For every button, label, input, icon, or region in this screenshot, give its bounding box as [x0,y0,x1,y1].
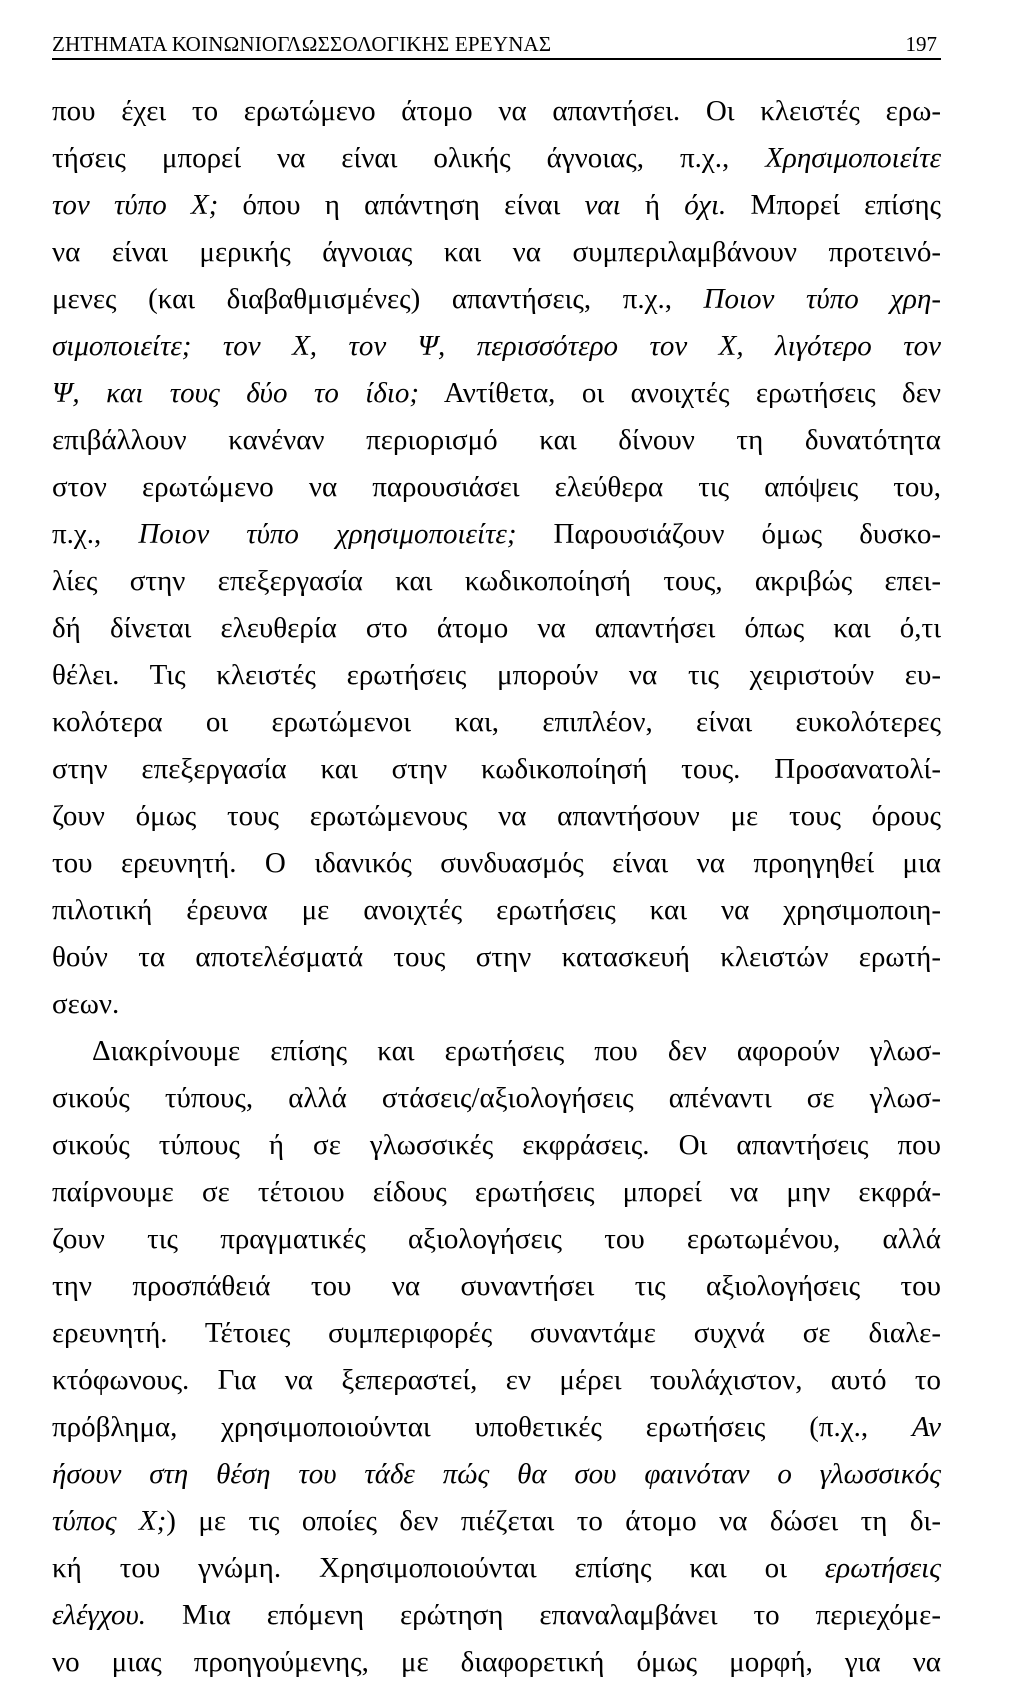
text-line [52,840,941,887]
text-run: κή του γνώμη. Χρησιμοποιούνται επίσης και οι [52,1552,825,1584]
text-run: σικούς τύπους, αλλά στάσεις/αξιολογήσεις απέναντι σε γλωσ- [52,1082,941,1114]
text-line [52,1404,941,1451]
text-line [52,699,941,746]
text-run: κολότερα οι ερωτώμενοι και, επιπλέον, είναι ευκολότερες [52,706,941,738]
text-line [52,1545,941,1592]
text-line [52,652,941,699]
text-line [52,1122,941,1169]
text-line [52,558,941,605]
italic-text-run: Χρησιμοποιείτε [765,142,941,174]
text-line [52,276,941,323]
text-run: Διακρίνουμε επίσης και ερωτήσεις που δεν αφορούν γλωσ- [92,1035,941,1067]
text-line [52,746,941,793]
text-run: σικούς τύπους ή σε γλωσσικές εκφράσεις. Οι απαντήσεις που [52,1129,941,1161]
text-line [52,464,941,511]
italic-text-run: σιμοποιείτε; τον Χ, τον Ψ, περισσότερο τον Χ, λιγότερο τον [52,330,941,362]
italic-text-run: ελέγχου. [52,1599,147,1631]
text-run: θέλει. Τις κλειστές ερωτήσεις μπορούν να τις χειριστούν ευ- [52,659,941,691]
text-line [52,182,941,229]
text-line [52,1498,941,1545]
text-run: την προσπάθειά του να συναντήσει τις αξιολογήσεις του [52,1270,941,1302]
italic-text-run: τύπος Χ; [52,1505,167,1537]
text-run: πρόβλημα, χρησιμοποιούνται υποθετικές ερωτήσεις (π.χ., [52,1411,912,1443]
text-line [52,1028,941,1075]
text-line [52,981,941,1028]
text-line [52,323,941,370]
italic-text-run: ήσουν στη θέση του τάδε πώς θα σου φαινόταν ο γλωσσικός [52,1458,941,1490]
text-run: δή δίνεται ελευθερία στο άτομο να απαντήσει όπως και ό,τι [52,612,941,644]
text-line [52,1451,941,1498]
text-run: θούν τα αποτελέσματά τους στην κατασκευή κλειστών ερωτή- [52,941,941,973]
text-run: στον ερωτώμενο να παρουσιάσει ελεύθερα τις απόψεις του, [52,471,941,503]
text-run: λίες στην επεξεργασία και κωδικοποίησή τους, ακριβώς επει- [52,565,941,597]
text-line [52,1639,941,1686]
italic-text-run: Ψ, και τους δύο το ίδιο; [52,377,420,409]
italic-text-run: Αν [912,1411,941,1443]
page-number: 197 [905,32,937,56]
running-header [52,28,941,60]
text-run: στην επεξεργασία και στην κωδικοποίησή τους. Προσανατολί- [52,753,941,785]
text-line [52,511,941,558]
text-run: πιλοτική έρευνα με ανοιχτές ερωτήσεις και να χρησιμοποιη- [52,894,941,926]
text-run: Μια επόμενη ερώτηση επαναλαμβάνει το περιεχόμε- [146,1599,941,1631]
text-line [52,1075,941,1122]
text-run: σεων. [52,988,120,1020]
text-line [52,934,941,981]
text-line [52,1169,941,1216]
text-run: ερευνητή. Τέτοιες συμπεριφορές συναντάμε συχνά σε διαλε- [52,1317,941,1349]
text-run: μενες (και διαβαθμισμένες) απαντήσεις, π.χ., [52,283,704,315]
italic-text-run: Ποιον τύπο χρη- [703,283,941,315]
italic-text-run: ναι [584,189,621,221]
text-line [52,417,941,464]
text-run: όπου η απάντηση είναι [218,189,585,221]
text-run: που έχει το ερωτώμενο άτομο να απαντήσει. Οι κλειστές ερω- [52,95,941,127]
text-run: π.χ., [52,518,139,550]
text-line [52,605,941,652]
italic-text-run: τον τύπο Χ; [52,189,219,221]
text-run: Μπορεί επίσης [726,189,942,221]
text-line [52,1357,941,1404]
text-line [52,793,941,840]
text-line [52,1263,941,1310]
text-line [52,135,941,182]
text-run: παίρνουμε σε τέτοιου είδους ερωτήσεις μπορεί να μην εκφρά- [52,1176,941,1208]
text-run: ζουν όμως τους ερωτώμενους να απαντήσουν με τους όρους [52,800,941,832]
text-run: επιβάλλουν κανέναν περιορισμό και δίνουν τη δυνατότητα [52,424,941,456]
text-run: Παρουσιάζουν όμως δυσκο- [516,518,941,550]
text-run: του ερευνητή. Ο ιδανικός συνδυασμός είναι να προηγηθεί μια [52,847,941,879]
text-run: ) με τις οποίες δεν πιέζεται το άτομο να δώσει τη δι- [166,1505,941,1537]
text-run: να είναι μερικής άγνοιας και να συμπεριλαμβάνουν προτεινό- [52,236,941,268]
text-run: ζουν τις πραγματικές αξιολογήσεις του ερωτωμένου, αλλά [52,1223,941,1255]
text-run: νο μιας προηγούμενης, με διαφορετική όμως μορφή, για να [52,1646,941,1678]
italic-text-run: Ποιον τύπο χρησιμοποιείτε; [138,518,517,550]
text-line [52,370,941,417]
italic-text-run: όχι. [684,189,727,221]
text-run: κτόφωνους. Για να ξεπεραστεί, εν μέρει τουλάχιστον, αυτό το [52,1364,941,1396]
running-title: ΖΗΤΗΜΑΤΑ ΚΟΙΝΩΝΙΟΓΛΩΣΣΟΛΟΓΙΚΗΣ ΕΡΕΥΝΑΣ [52,32,552,56]
text-line [52,887,941,934]
text-run: ή [620,189,685,221]
text-line [52,1310,941,1357]
text-line [52,229,941,276]
text-run: Αντίθετα, οι ανοιχτές ερωτήσεις δεν [419,377,941,409]
text-line [52,88,941,135]
text-line [52,1216,941,1263]
text-line [52,1592,941,1639]
text-run: τήσεις μπορεί να είναι ολικής άγνοιας, π.χ., [52,142,766,174]
body-text [52,88,941,1686]
italic-text-run: ερωτήσεις [824,1552,941,1584]
